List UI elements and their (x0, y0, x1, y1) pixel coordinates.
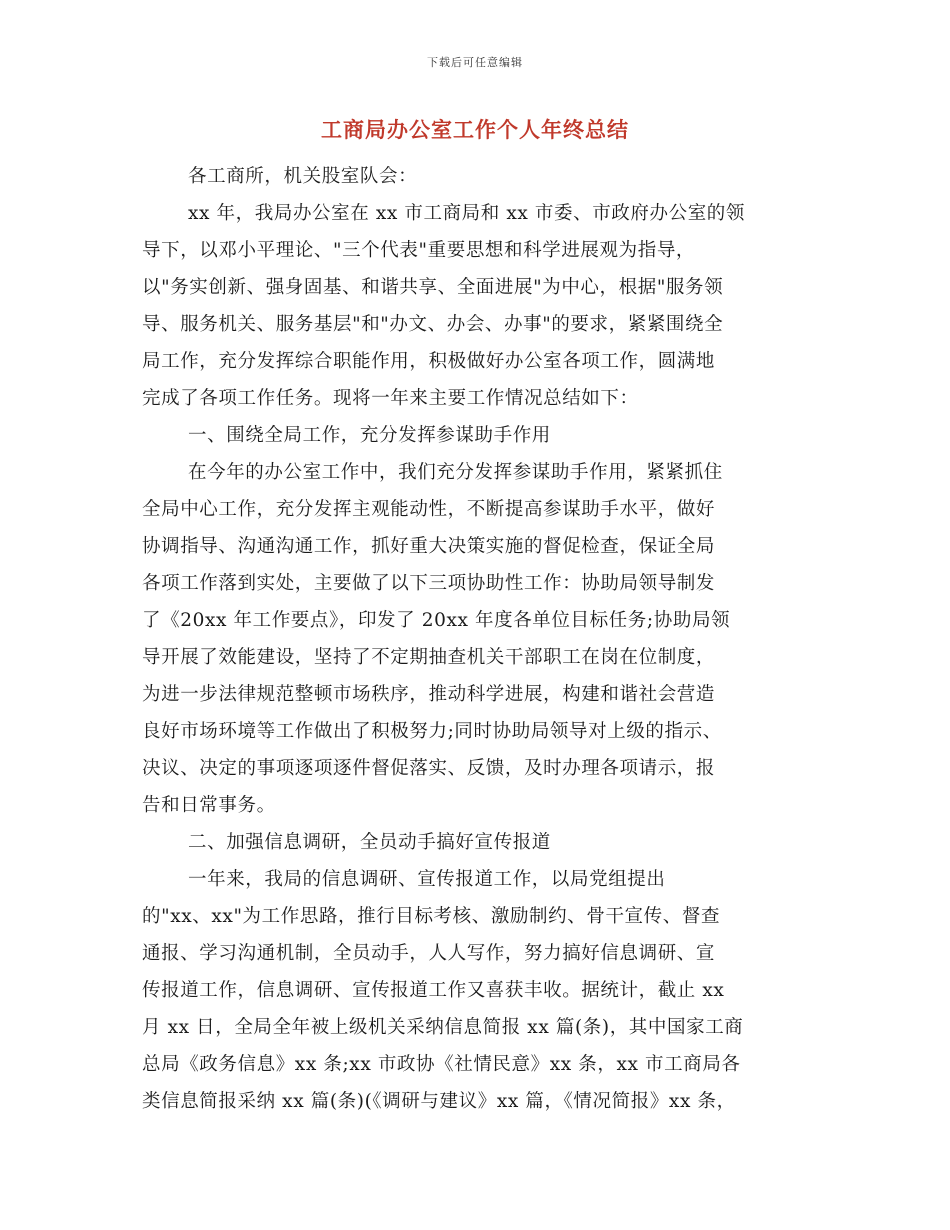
text-line: xx 年，我局办公室在 xx 市工商局和 xx 市委、市政府办公室的领 (188, 203, 746, 224)
text-line: 在今年的办公室工作中，我们充分发挥参谋助手作用，紧紧抓住 (188, 462, 723, 483)
text-line: 二、加强信息调研，全员动手搞好宣传报道 (188, 832, 551, 853)
text-line: 传报道工作，信息调研、宣传报道工作又喜获丰收。据统计，截止 xx (142, 980, 725, 1001)
text-line: 类信息简报采纳 xx 篇(条)(《调研与建议》xx 篇，《情况简报》xx 条， (142, 1091, 736, 1112)
text-line: 导、服务机关、服务基层"和"办文、办会、办事"的要求，紧紧围绕全 (142, 314, 724, 335)
header-note: 下载后可任意编辑 (427, 56, 523, 69)
text-line: 了《20xx 年工作要点》，印发了 20xx 年度各单位目标任务;协助局领 (142, 610, 731, 631)
text-line: 告和日常事务。 (142, 795, 276, 816)
text-line: 各项工作落到实处，主要做了以下三项协助性工作：协助局领导制发 (142, 573, 716, 594)
text-line: 一年来，我局的信息调研、宣传报道工作，以局党组提出 (188, 869, 666, 890)
text-line: 协调指导、沟通沟通工作，抓好重大决策实施的督促检查，保证全局 (142, 536, 716, 557)
text-line: 一、围绕全局工作，充分发挥参谋助手作用 (188, 425, 551, 446)
text-line: 导开展了效能建设，坚持了不定期抽查机关干部职工在岗在位制度， (142, 647, 716, 668)
document-title: 工商局办公室工作个人年终总结 (321, 117, 629, 142)
text-line: 为进一步法律规范整顿市场秩序，推动科学进展，构建和谐社会营造 (142, 684, 716, 705)
text-line: 导下，以邓小平理论、"三个代表"重要思想和科学进展观为指导， (142, 240, 696, 261)
text-line: 的"xx、xx"为工作思路，推行目标考核、激励制约、骨干宣传、督查 (142, 906, 721, 927)
text-line: 良好市场环境等工作做出了积极努力;同时协助局领导对上级的指示、 (142, 721, 722, 742)
text-line: 各工商所，机关股室队会： (188, 166, 418, 187)
text-line: 通报、学习沟通机制，全员动手，人人写作，努力搞好信息调研、宣 (142, 943, 716, 964)
document-body (142, 158, 808, 1120)
text-line: 月 xx 日，全局全年被上级机关采纳信息简报 xx 篇(条)，其中国家工商 (142, 1017, 744, 1038)
text-line: 局工作，充分发挥综合职能作用，积极做好办公室各项工作，圆满地 (142, 351, 716, 372)
text-line: 全局中心工作，充分发挥主观能动性，不断提高参谋助手水平，做好 (142, 499, 716, 520)
text-line: 总局《政务信息》xx 条;xx 市政协《社情民意》xx 条，xx 市工商局各 (142, 1054, 741, 1075)
text-line: 以"务实创新、强身固基、和谐共享、全面进展"为中心，根据"服务领 (142, 277, 724, 298)
text-line: 决议、决定的事项逐项逐件督促落实、反馈，及时办理各项请示，报 (142, 758, 716, 779)
text-line: 完成了各项工作任务。现将一年来主要工作情况总结如下： (142, 388, 639, 409)
